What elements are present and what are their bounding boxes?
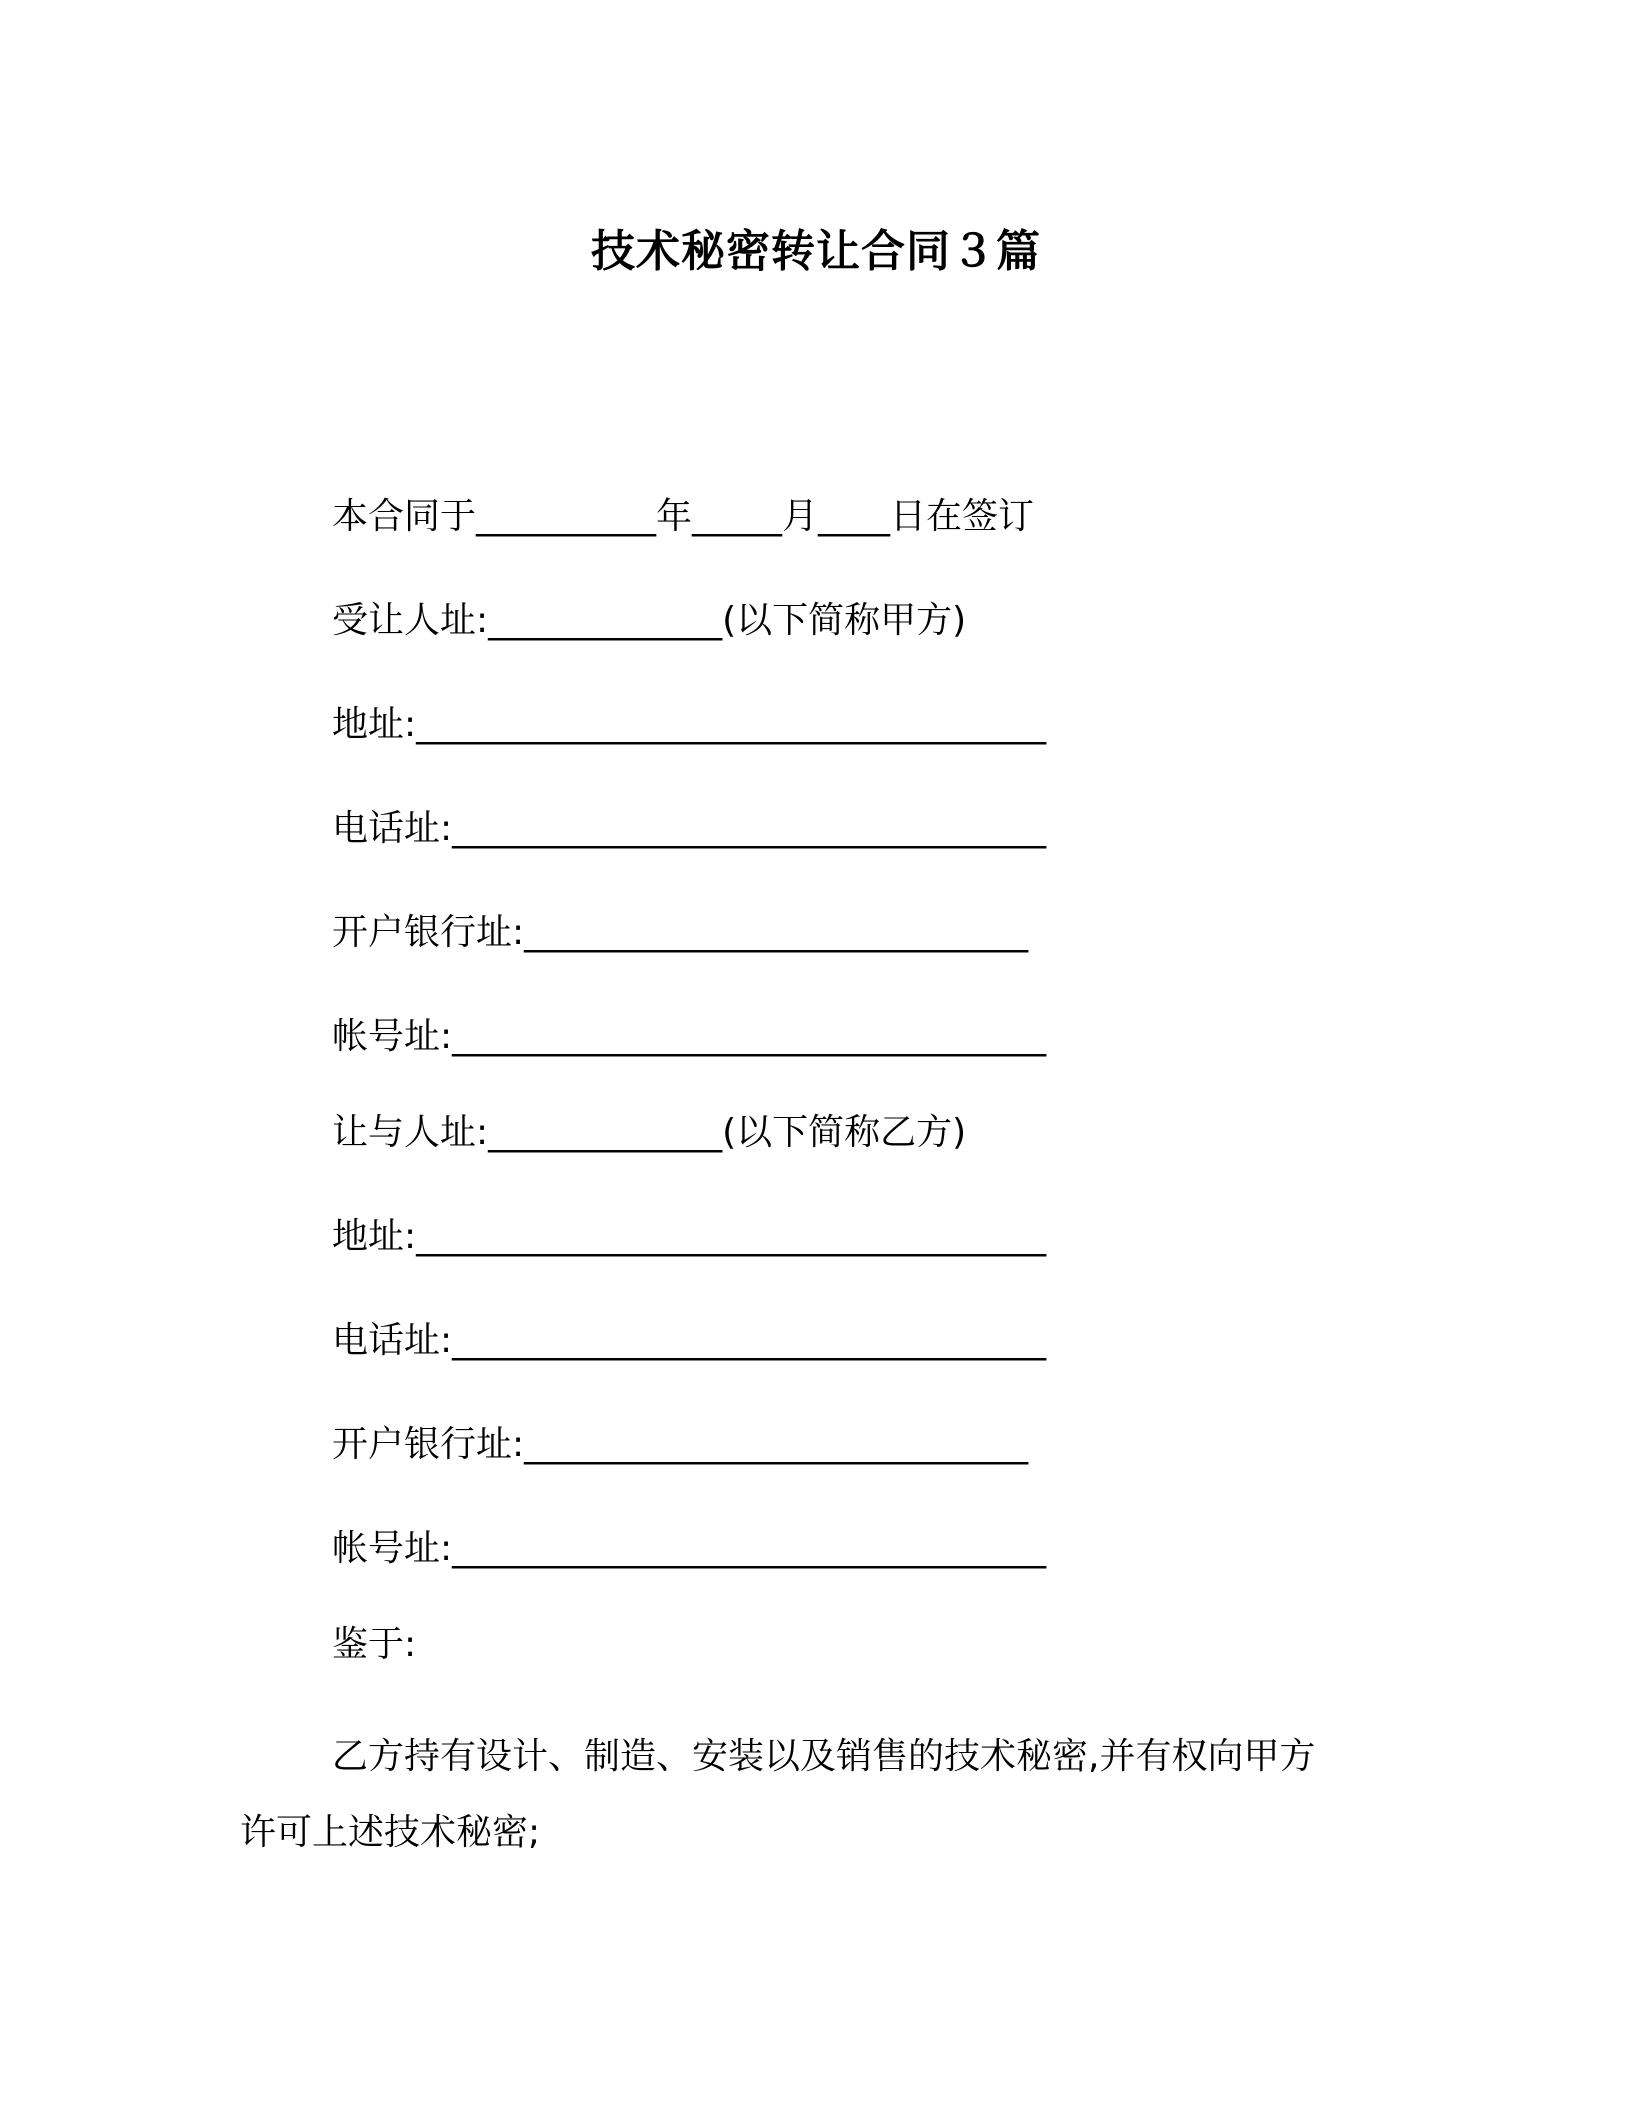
- party-a-name-line: 受让人址:_____________(以下简称甲方): [332, 600, 967, 641]
- whereas-paragraph-line-1: 乙方持有设计、制造、安装以及销售的技术秘密,并有权向甲方: [332, 1736, 1316, 1777]
- contract-date-line: 本合同于__________年_____月____日在签订: [332, 496, 1035, 537]
- party-a-account-line: 帐号址:_________________________________: [332, 1016, 1047, 1057]
- party-a-phone-line: 电话址:_________________________________: [332, 808, 1047, 849]
- party-b-name-line: 让与人址:_____________(以下简称乙方): [332, 1112, 967, 1153]
- whereas-paragraph-line-2: 许可上述技术秘密;: [240, 1812, 541, 1853]
- party-b-phone-line: 电话址:_________________________________: [332, 1320, 1047, 1361]
- party-a-bank-line: 开户银行址:____________________________: [332, 912, 1029, 953]
- party-b-bank-line: 开户银行址:____________________________: [332, 1424, 1029, 1465]
- party-b-address-line: 地址:___________________________________: [332, 1216, 1047, 1257]
- document-title: 技术秘密转让合同３篇: [591, 226, 1041, 277]
- party-a-address-line: 地址:___________________________________: [332, 704, 1047, 745]
- whereas-heading: 鉴于:: [332, 1624, 417, 1665]
- party-b-account-line: 帐号址:_________________________________: [332, 1528, 1047, 1569]
